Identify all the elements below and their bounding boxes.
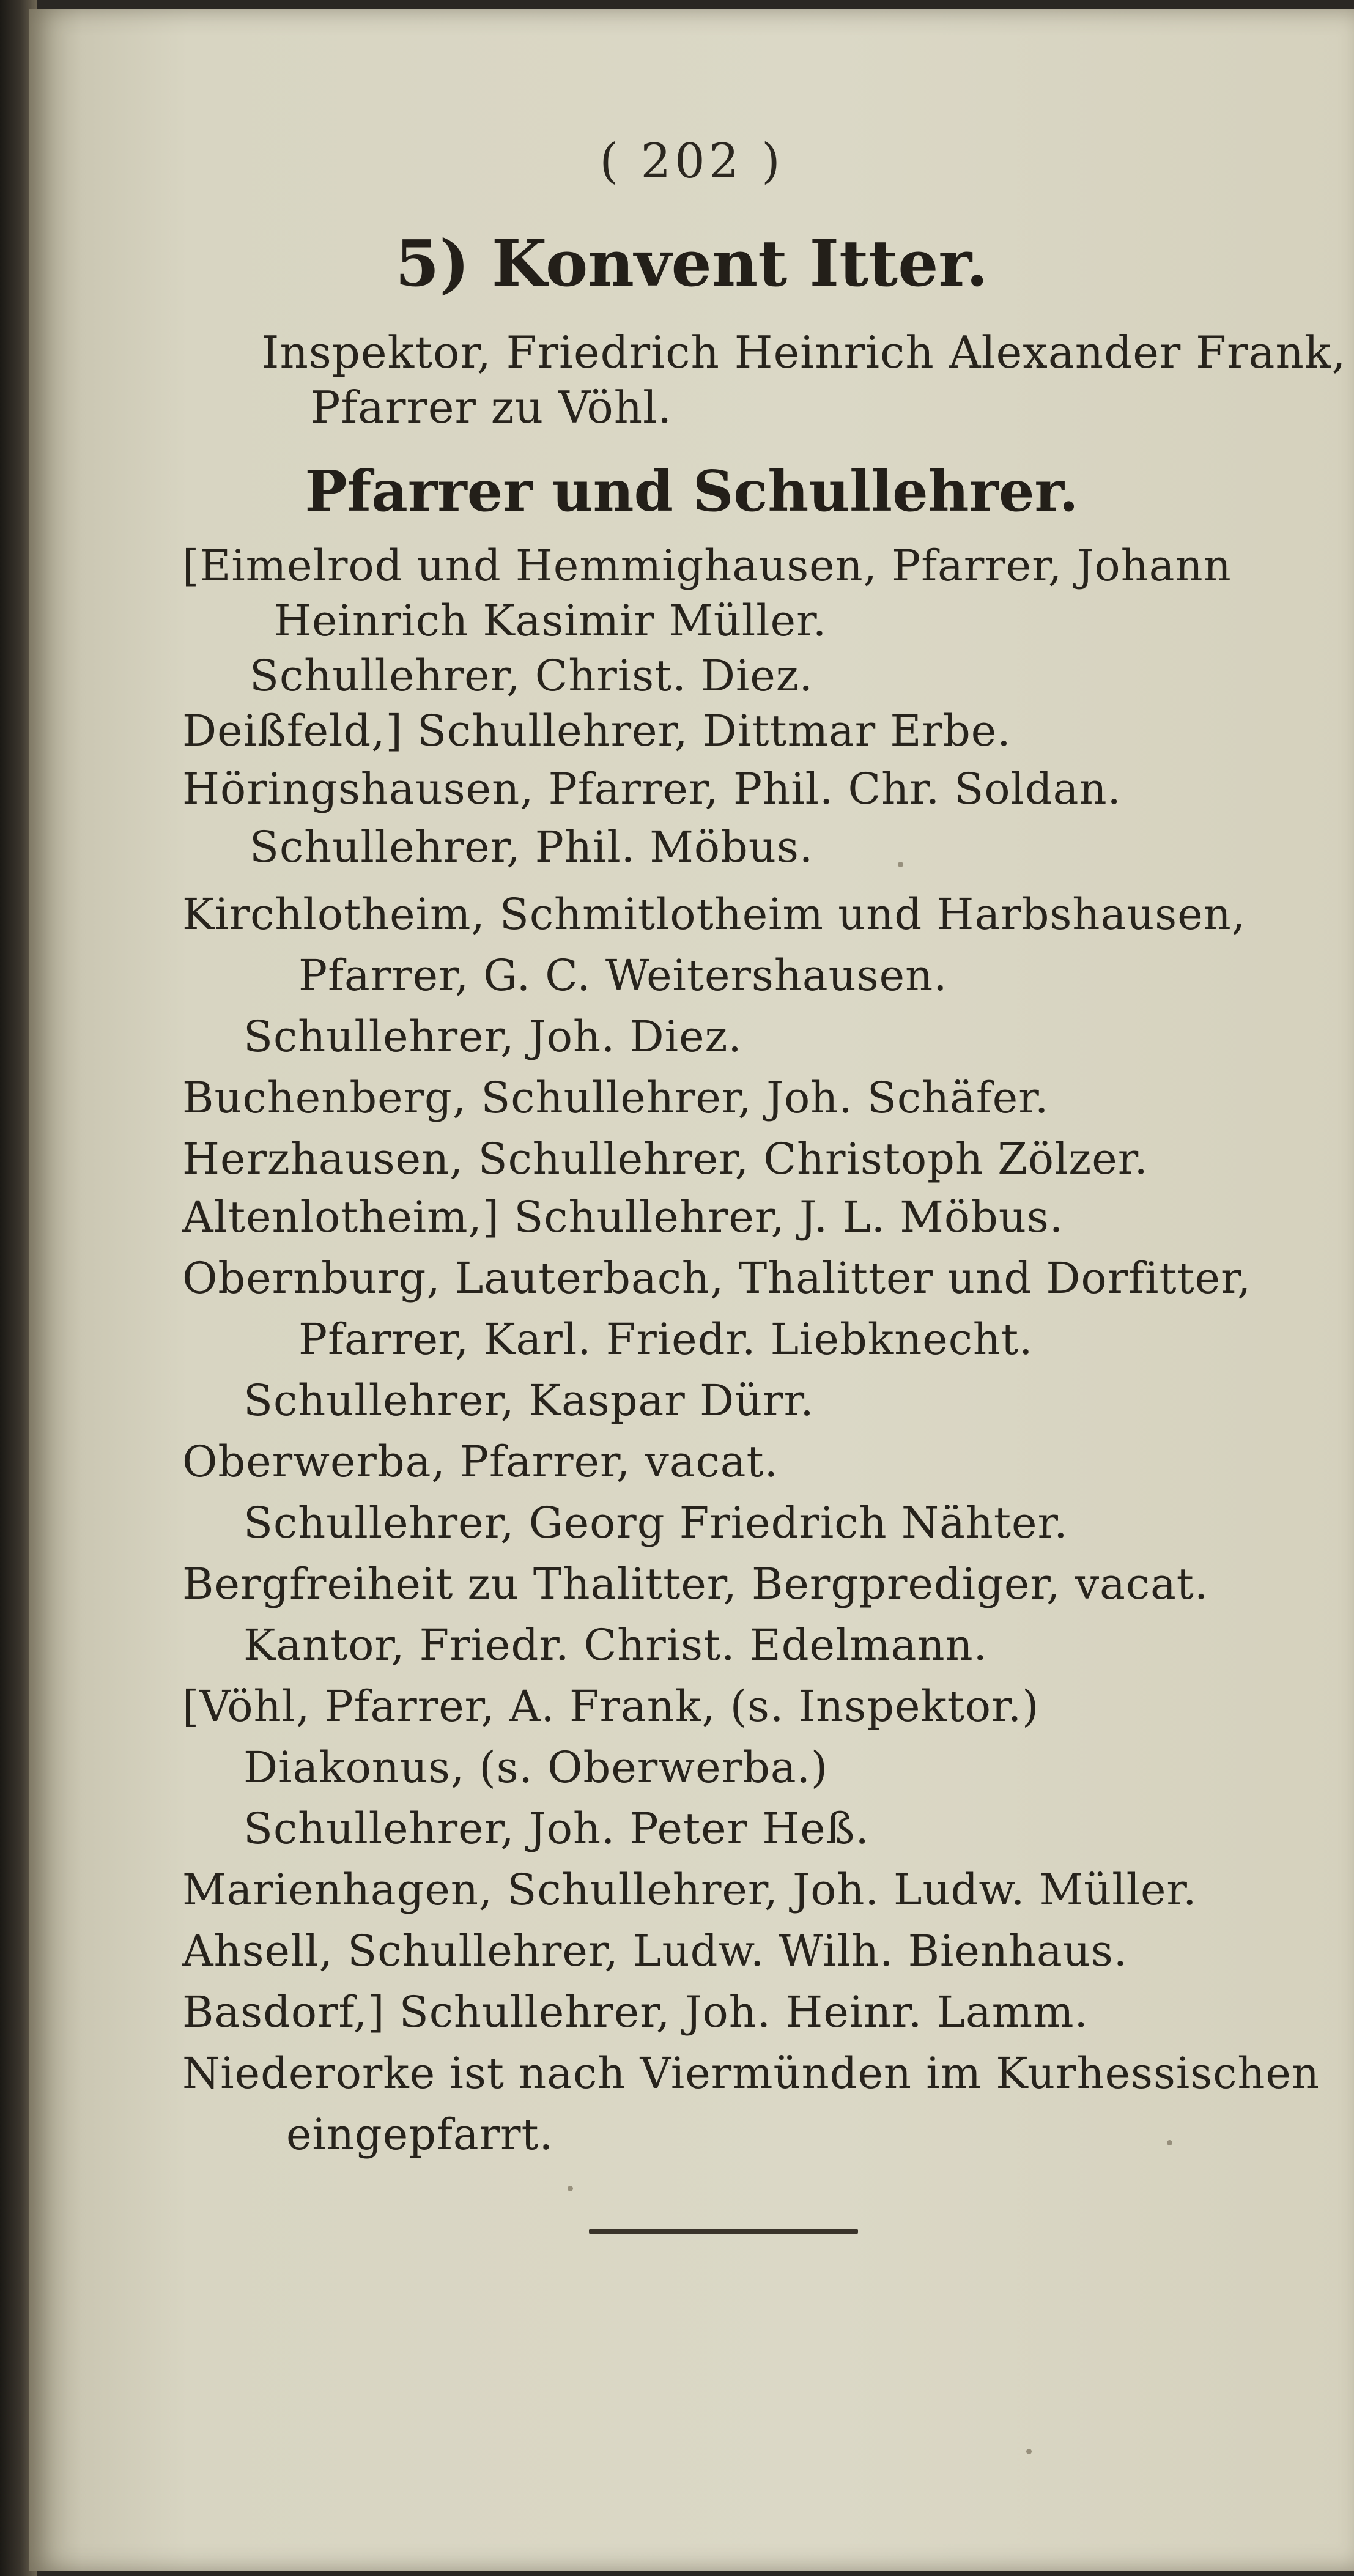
entry-line: Basdorf,] Schullehrer, Joh. Heinr. Lamm. xyxy=(182,1987,1089,2037)
inspector-line-2: Pfarrer zu Vöhl. xyxy=(311,382,672,433)
closing-rule xyxy=(589,2229,858,2234)
entry-line: Deißfeld,] Schullehrer, Dittmar Erbe. xyxy=(182,706,1012,756)
page-number: ( 202 ) xyxy=(599,134,784,189)
subheading: Pfarrer und Schullehrer. xyxy=(305,458,1079,524)
entry-line: Kirchlotheim, Schmitlotheim und Harbshausen, xyxy=(182,889,1246,939)
paper-speck xyxy=(1026,2449,1032,2454)
entry-line: Altenlotheim,] Schullehrer, J. L. Möbus. xyxy=(182,1192,1064,1242)
entry-line: Oberwerba, Pfarrer, vacat. xyxy=(182,1437,779,1487)
entry-line: Höringshausen, Pfarrer, Phil. Chr. Soldan. xyxy=(182,764,1122,814)
entry-line: Kantor, Friedr. Christ. Edelmann. xyxy=(243,1620,988,1670)
entry-line: [Eimelrod und Hemmighausen, Pfarrer, Johann xyxy=(182,541,1232,591)
entry-line: Schullehrer, Christ. Diez. xyxy=(250,651,813,701)
book-page xyxy=(29,9,1354,2571)
inspector-line-1: Inspektor, Friedrich Heinrich Alexander Frank, xyxy=(262,327,1347,378)
paper-speck xyxy=(1167,2140,1172,2145)
entry-line: Obernburg, Lauterbach, Thalitter und Dorfitter, xyxy=(182,1253,1252,1303)
paper-speck xyxy=(898,862,903,867)
entry-line: Marienhagen, Schullehrer, Joh. Ludw. Müller. xyxy=(182,1865,1197,1915)
section-title: 5) Konvent Itter. xyxy=(395,226,988,301)
entry-line: Schullehrer, Phil. Möbus. xyxy=(250,822,814,872)
entry-line: Schullehrer, Joh. Peter Heß. xyxy=(243,1804,870,1854)
entry-line: Diakonus, (s. Oberwerba.) xyxy=(243,1742,829,1793)
entry-line: Pfarrer, G. C. Weitershausen. xyxy=(298,950,948,1001)
entry-line: Niederorke ist nach Viermünden im Kurhessischen xyxy=(182,2048,1320,2098)
entry-line: Buchenberg, Schullehrer, Joh. Schäfer. xyxy=(182,1073,1049,1123)
paper-speck xyxy=(568,2186,573,2191)
entry-line: Heinrich Kasimir Müller. xyxy=(274,596,827,646)
entry-line: Schullehrer, Georg Friedrich Nähter. xyxy=(243,1498,1068,1548)
entry-line: Ahsell, Schullehrer, Ludw. Wilh. Bienhaus. xyxy=(182,1926,1128,1976)
entry-line: Pfarrer, Karl. Friedr. Liebknecht. xyxy=(298,1314,1034,1364)
entry-line: [Vöhl, Pfarrer, A. Frank, (s. Inspektor.) xyxy=(182,1681,1040,1731)
entry-line: Schullehrer, Joh. Diez. xyxy=(243,1012,742,1062)
entry-line: eingepfarrt. xyxy=(286,2109,553,2160)
entry-line: Bergfreiheit zu Thalitter, Bergprediger, vacat. xyxy=(182,1559,1209,1609)
entry-line: Schullehrer, Kaspar Dürr. xyxy=(243,1375,815,1426)
entry-line: Herzhausen, Schullehrer, Christoph Zölzer. xyxy=(182,1134,1149,1184)
